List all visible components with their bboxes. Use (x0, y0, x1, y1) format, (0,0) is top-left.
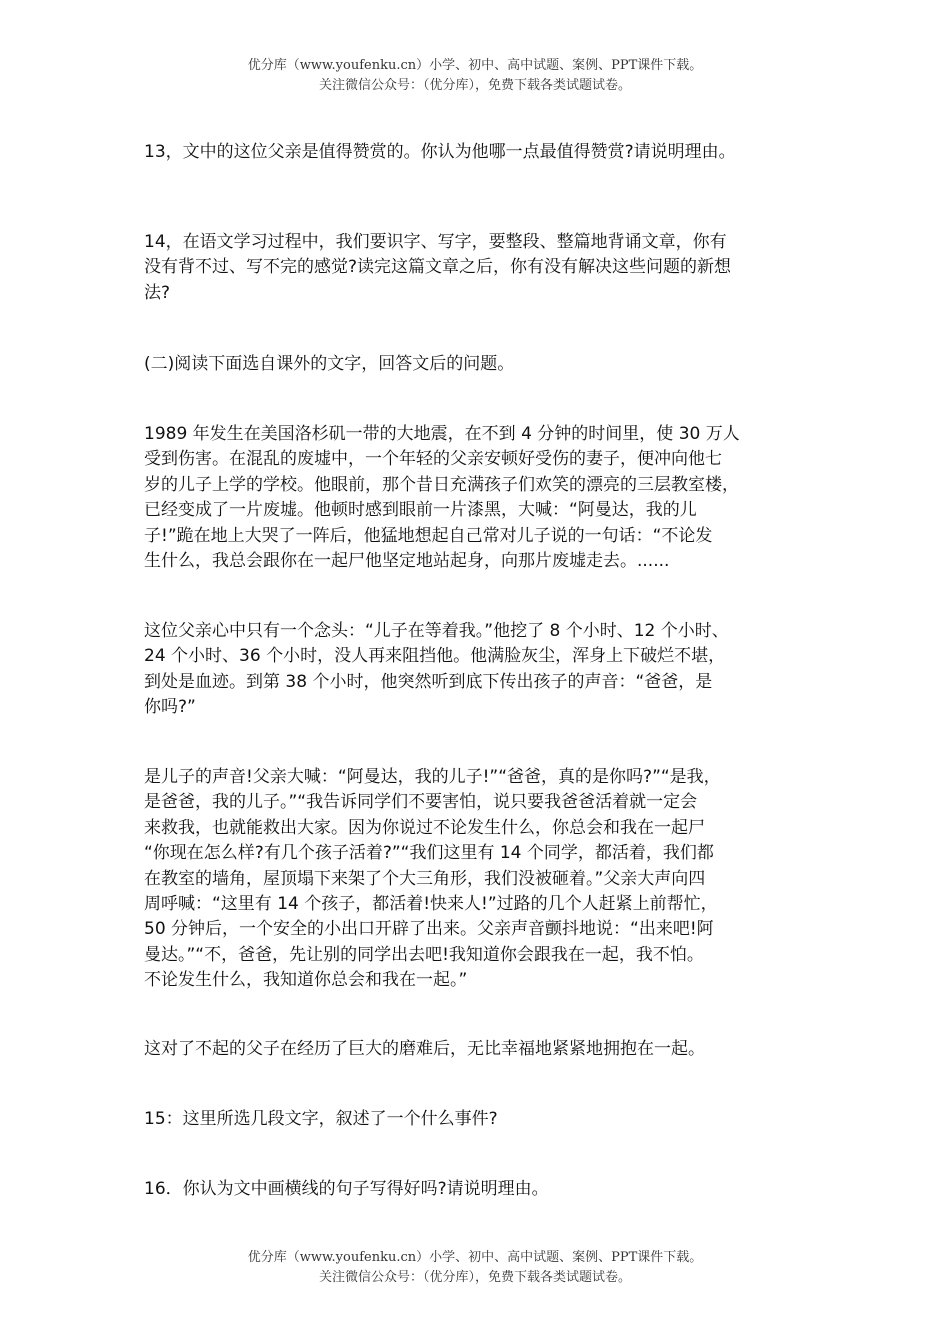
text-line: 没有背不过、写不完的感觉?读完这篇文章之后，你有没有解决这些问题的新想 (144, 257, 732, 278)
header-line-1: 优分库（www.youfenku.cn）小学、初中、高中试题、案例、PPT课件下载。 (247, 58, 703, 73)
text-line: 是儿子的声音!父亲大喊：“阿曼达，我的儿子!”“爸爸，真的是你吗?”“是我， (144, 767, 721, 787)
text-line: 来救我，也就能救出大家。因为你说过不论发生什么，你总会和我在一起尸 (144, 817, 705, 838)
text-line: 不论发生什么，我知道你总会和我在一起。” (144, 970, 468, 991)
page-header (0, 56, 950, 96)
text-line: 1989 年发生在美国洛杉矶一带的大地震，在不到 4 分钟的时间里，使 30 万人 (144, 424, 740, 444)
text-line: 在教室的墙角，屋顶塌下来架了个大三角形，我们没被砸着。”父亲大声向四 (144, 868, 706, 889)
passage-paragraph-4 (144, 1037, 824, 1062)
passage-paragraph-3 (144, 765, 824, 994)
text-line: 子!”跪在地上大哭了一阵后，他猛地想起自己常对儿子说的一句话：“不论发 (144, 525, 713, 546)
footer-line-1: 优分库（www.youfenku.cn）小学、初中、高中试题、案例、PPT课件下载。 (247, 1250, 703, 1265)
text-line: (二)阅读下面选自课外的文字，回答文后的问题。 (144, 354, 515, 374)
text-line: 法? (144, 282, 171, 303)
text-line: 岁的儿子上学的学校。他眼前，那个昔日充满孩子们欢笑的漂亮的三层教室楼， (144, 474, 739, 495)
passage-paragraph-2 (144, 619, 824, 721)
text-line: 13，文中的这位父亲是值得赞赏的。你认为他哪一点最值得赞赏?请说明理由。 (144, 142, 736, 162)
text-line: 50 分钟后，一个安全的小出口开辟了出来。父亲声音颤抖地说：“出来吧!阿 (144, 919, 714, 940)
text-line: 16．你认为文中画横线的句子写得好吗?请说明理由。 (144, 1179, 549, 1199)
text-line: 这对了不起的父子在经历了巨大的磨难后，无比幸福地紧紧地拥抱在一起。 (144, 1039, 705, 1059)
page-footer (0, 1248, 950, 1288)
question-13 (144, 140, 824, 165)
question-16 (144, 1177, 824, 1202)
text-line: “你现在怎么样?有几个孩子活着?”“我们这里有 14 个同学，都活着，我们都 (144, 843, 714, 864)
text-line: 你吗?” (144, 697, 196, 718)
section-2-heading (144, 352, 824, 377)
text-line: 已经变成了一片废墟。他顿时感到眼前一片漆黑，大喊：“阿曼达，我的儿 (144, 500, 697, 521)
text-line: 受到伤害。在混乱的废墟中，一个年轻的父亲安顿好受伤的妻子，便冲向他七 (144, 449, 722, 470)
text-line: 周呼喊：“这里有 14 个孩子，都活着!快来人!”过路的几个人赶紧上前帮忙， (144, 894, 718, 915)
question-14 (144, 230, 824, 306)
text-line: 曼达。”“不，爸爸，先让别的同学出去吧!我知道你会跟我在一起，我不怕。 (144, 944, 704, 965)
question-15 (144, 1107, 824, 1132)
text-line: 到处是血迹。到第 38 个小时，他突然听到底下传出孩子的声音：“爸爸，是 (144, 671, 713, 692)
passage-paragraph-1 (144, 422, 824, 574)
text-line: 24 个小时、36 个小时，没人再来阻挡他。他满脸灰尘，浑身上下破烂不堪， (144, 646, 726, 667)
footer-line-2: 关注微信公众号：（优分库），免费下载各类试题试卷。 (318, 1270, 631, 1285)
header-line-2: 关注微信公众号：（优分库），免费下载各类试题试卷。 (318, 78, 631, 93)
text-line: 14，在语文学习过程中，我们要识字、写字，要整段、整篇地背诵文章，你有 (144, 232, 727, 252)
text-line: 这位父亲心中只有一个念头：“儿子在等着我。”他挖了 8 个小时、12 个小时、 (144, 621, 729, 641)
text-line: 是爸爸，我的儿子。”“我告诉同学们不要害怕，说只要我爸爸活着就一定会 (144, 792, 698, 813)
text-line: 生什么，我总会跟你在一起尸他坚定地站起身，向那片废墟走去。...... (144, 551, 670, 572)
text-line: 15：这里所选几段文字，叙述了一个什么事件? (144, 1109, 498, 1129)
